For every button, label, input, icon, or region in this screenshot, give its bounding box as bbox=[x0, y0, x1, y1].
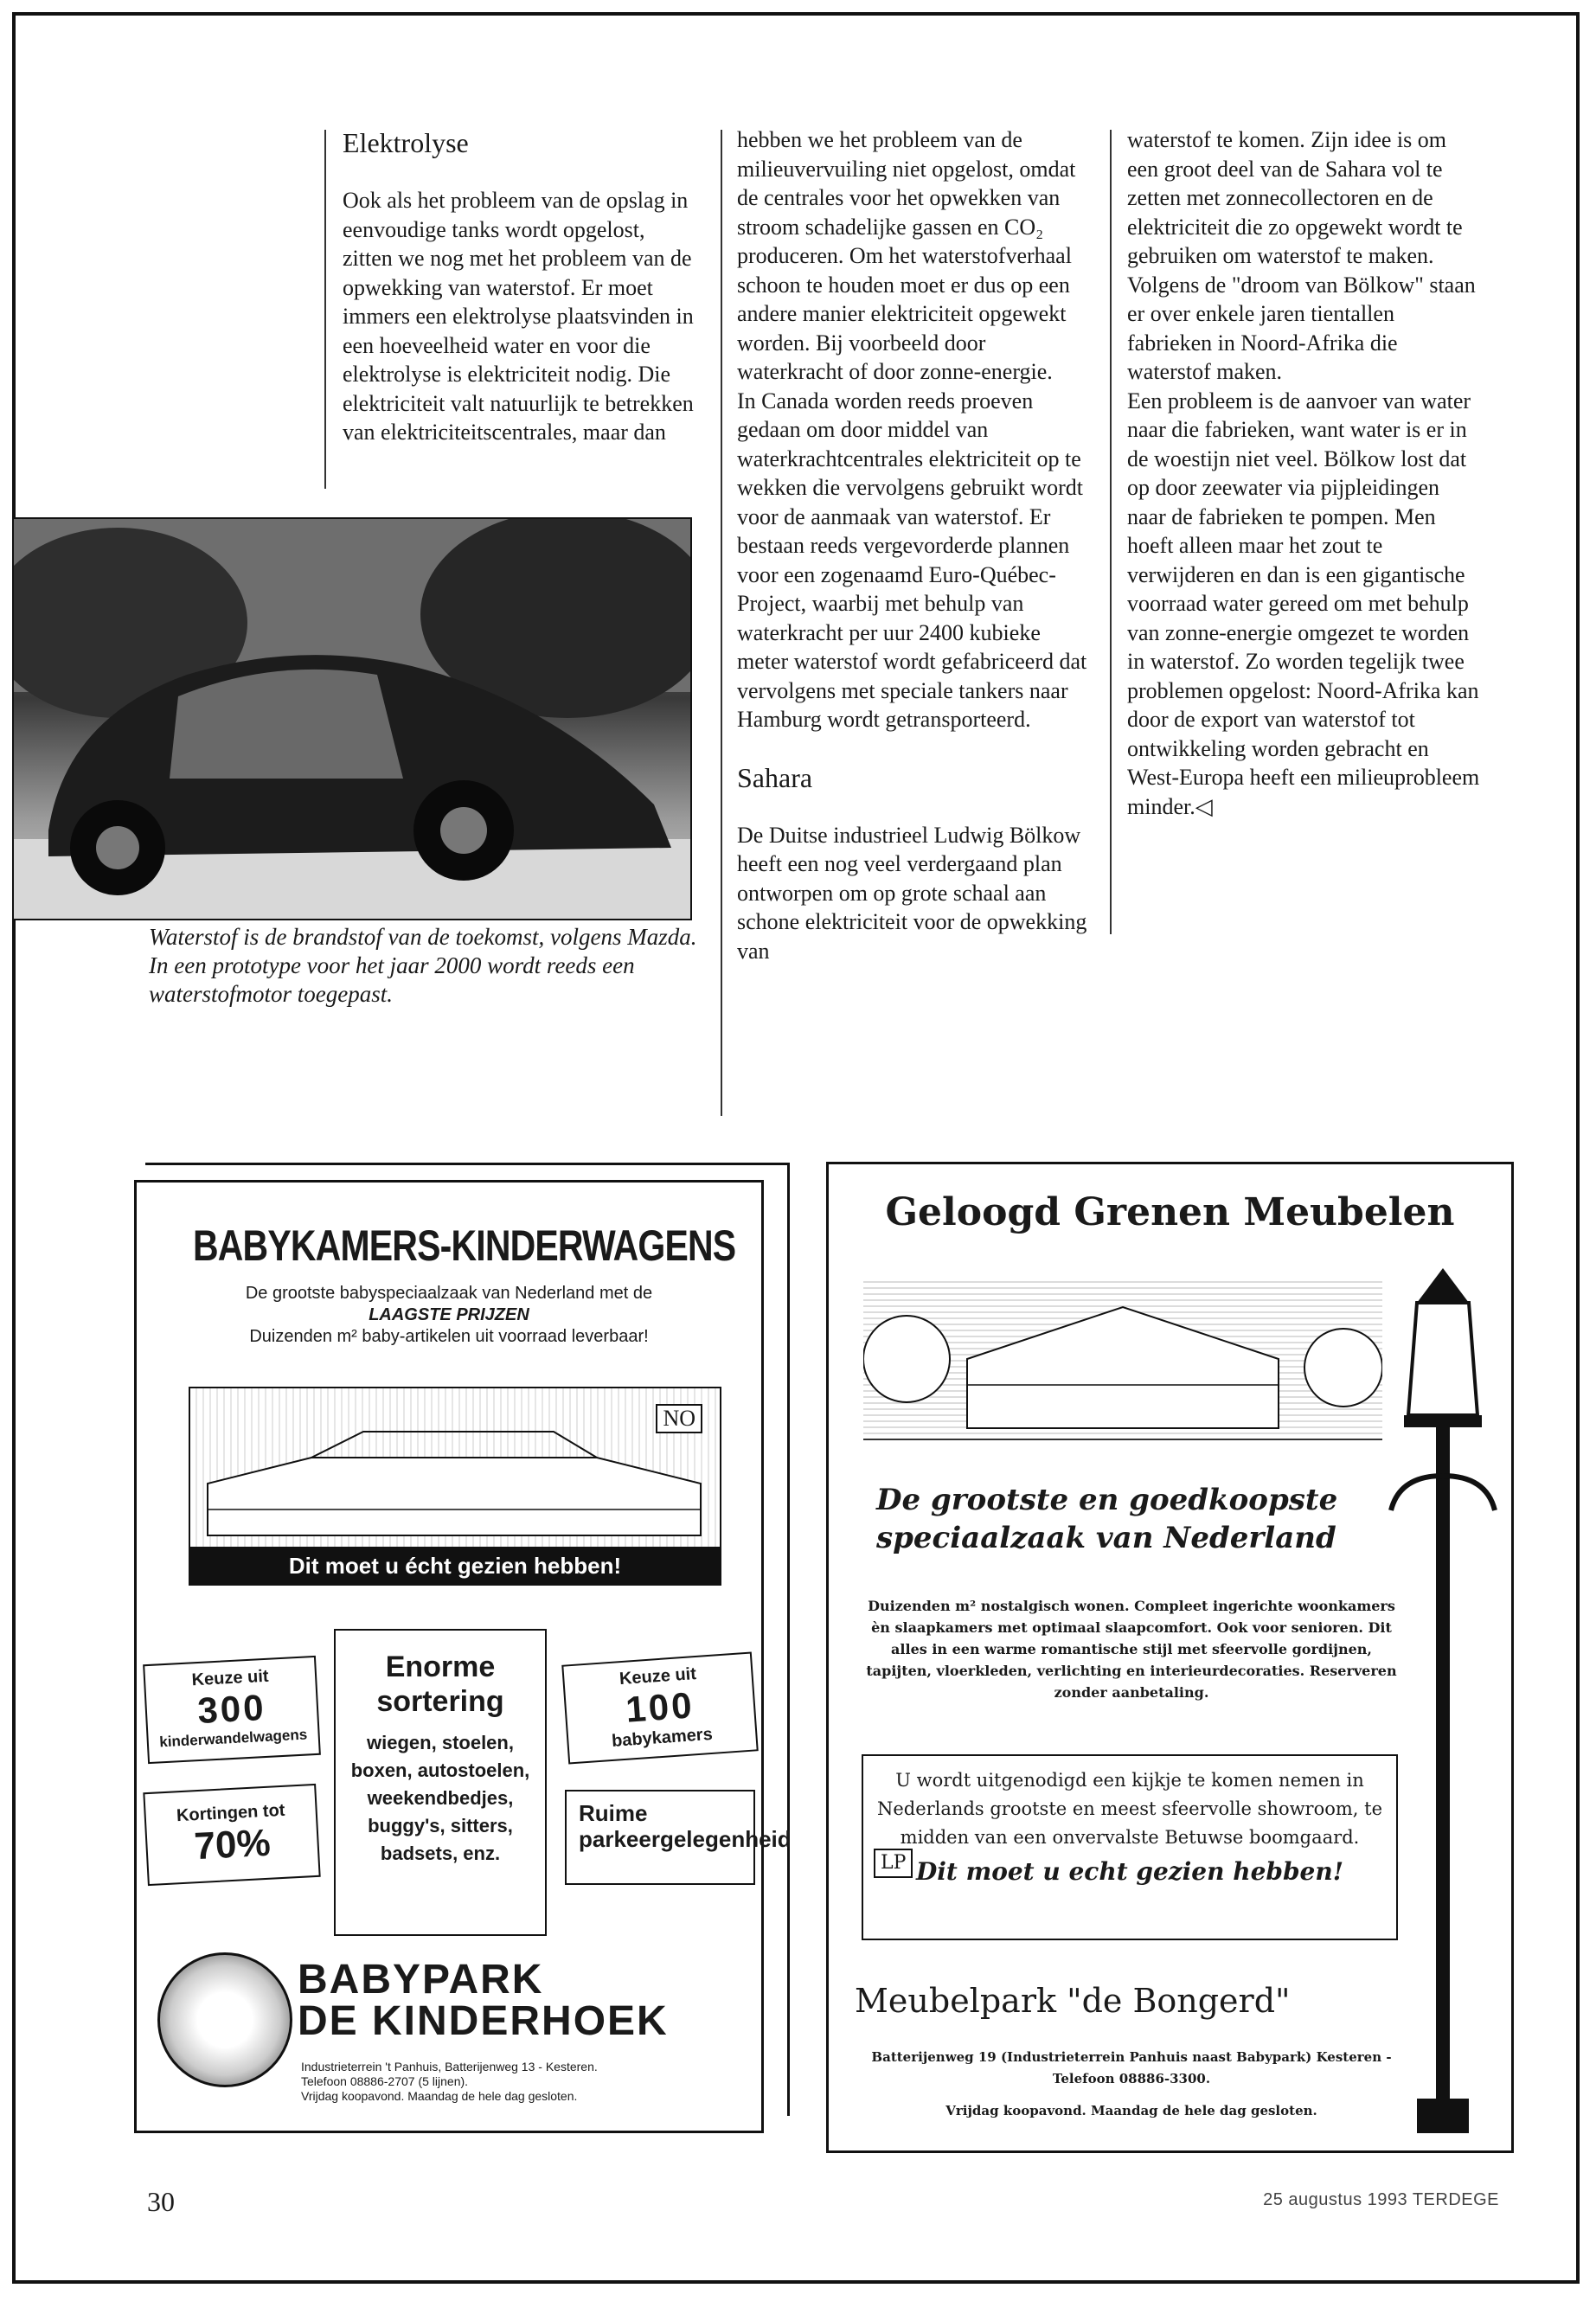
keuze-item: babykamers bbox=[611, 1724, 714, 1751]
col3-paragraph-b: Een probleem is de aanvoer van water naar die fabrieken, want water is er in de woestijn niet veel. Bölkow lost dat op door zeewater via pijpleidingen naar de fabrieken te pompen. Men hoeft alleen maar het zout te verwijderen en dan is een gigantische voorraad water gereed om met behulp van zonne-energie omgezet te worden in waterstof. Zo worden tegelijk twee problemen opgelost: Noord-Afrika kan door de export van waterstof tot ontwikkeling worden gebracht en West-Europa heeft een milieuprobleem minder.◁ bbox=[1127, 388, 1480, 819]
babypark-banner: Dit moet u écht gezien hebben! bbox=[189, 1547, 721, 1586]
subtitle-line: De grootste babyspeciaalzaak van Nederland met de bbox=[245, 1284, 653, 1303]
farmhouse-drawing bbox=[863, 1281, 1382, 1440]
farmhouse-illustration bbox=[863, 1281, 1382, 1439]
babypark-subtitle bbox=[137, 1283, 761, 1348]
invite-cta: Dit moet u echt gezien hebben! bbox=[915, 1857, 1344, 1886]
enorme-title: Enorme sortering bbox=[376, 1650, 504, 1718]
column-2 bbox=[737, 125, 1092, 965]
keuze-number: 300 bbox=[196, 1686, 267, 1732]
store-hours: Vrijdag koopavond. Maandag de hele dag gesloten. bbox=[945, 2103, 1317, 2118]
store-building-illustration bbox=[190, 1388, 720, 1548]
parking-text: Ruime parkeergelegenheid bbox=[579, 1800, 792, 1852]
address-line: Telefoon 08886-2707 (5 lijnen). bbox=[301, 2074, 469, 2088]
brand-line: DE KINDERHOEK bbox=[298, 1998, 669, 2044]
meubel-description: Duizenden m² nostalgisch wonen. Compleet ingerichte woonkamers èn slaapkamers met optimaal slaapcomfort. Ook voor senioren. Dit alles in een warme romantische stijl met sfeervolle gordijnen, tapijten, vloerkleden, verlichting en interieurdecoraties. Reserveren zonder aanbetaling. bbox=[866, 1598, 1397, 1701]
korting-number: 70% bbox=[193, 1821, 272, 1868]
meubel-slogan bbox=[876, 1481, 1337, 1557]
slogan-line: De grootste en goedkoopste bbox=[876, 1483, 1338, 1517]
column-rule bbox=[1110, 130, 1112, 934]
column-rule bbox=[324, 130, 326, 489]
issue-date: 25 augustus 1993 TERDEGE bbox=[1263, 2190, 1499, 2209]
keuze-300-box bbox=[143, 1656, 321, 1764]
babypark-logo-icon bbox=[157, 1952, 292, 2087]
heading-elektrolyse: Elektrolyse bbox=[343, 127, 469, 158]
page-number: 30 bbox=[147, 2186, 175, 2217]
meubel-title: Geloogd Grenen Meubelen bbox=[885, 1190, 1455, 1234]
address-line: Vrijdag koopavond. Maandag de hele dag gesloten. bbox=[301, 2089, 578, 2103]
col2-paragraph-c: De Duitse industrieel Ludwig Bölkow heeft een nog veel verdergaand plan ontworpen om op grote schaal aan schone elektriciteit voor de opwekking van bbox=[737, 822, 1087, 964]
invite-text: U wordt uitgenodigd een kijkje te komen nemen in Nederlands grootste en meest sfeervolle showroom, te midden van een onvervalste Betuwse boomgaard. bbox=[876, 1770, 1383, 1848]
keuze-label: Keuze uit bbox=[619, 1664, 697, 1689]
col2-paragraph-b: In Canada worden reeds proeven gedaan om door middel van waterkrachtcentrales elektriciteit op te wekken die vervolgens gebruikt wordt voor de aanmaak van waterstof. Er bestaan reeds vergevorderde plannen voor een zogenaamd Euro-Québec-Project, waarbij met behulp van waterkracht per uur 2400 kubieke meter waterstof wordt gefabriceerd dat vervolgens met speciale tankers naar Hamburg wordt getransporteerd. bbox=[737, 388, 1087, 732]
keuze-number: 100 bbox=[624, 1684, 696, 1730]
no-badge: NO bbox=[656, 1404, 702, 1433]
korting-label: Kortingen tot bbox=[176, 1800, 285, 1826]
korting-box bbox=[143, 1784, 320, 1886]
enorme-list: wiegen, stoelen, boxen, autostoelen, weekendbedjes, buggy's, sitters, badsets, enz. bbox=[350, 1732, 530, 1864]
lp-badge: LP bbox=[874, 1849, 913, 1878]
store-address: Batterijenweg 19 (Industrieterrein Panhuis naast Babypark) Kesteren - Telefoon 08886-3300. bbox=[871, 2049, 1392, 2086]
keuze-label: Keuze uit bbox=[191, 1666, 270, 1690]
heading-sahara: Sahara bbox=[737, 761, 813, 793]
car-illustration bbox=[14, 519, 690, 919]
column-1 bbox=[343, 125, 697, 447]
ad-box-depth bbox=[145, 1163, 790, 1180]
photo-caption: Waterstof is de brandstof van de toekomst, volgens Mazda. In een prototype voor het jaar 2000 wordt reeds een waterstofmotor toegepast. bbox=[149, 924, 697, 1007]
address-line: Industrieterrein 't Panhuis, Batterijenweg 13 - Kesteren. bbox=[301, 2060, 598, 2073]
babypark-brand bbox=[298, 1959, 669, 2042]
column-rule bbox=[721, 130, 722, 1116]
col3-paragraph-a: waterstof te komen. Zijn idee is om een groot deel van de Sahara vol te zetten met zonnecollectoren en de elektriciteit die zo opgewekt wordt te gebruiken om waterstof te maken. Volgens de "droom van Bölkow" staan er over enkele jaren tientallen fabrieken in Noord-Afrika die waterstof maken. bbox=[1127, 127, 1476, 384]
mazda-prototype-photo bbox=[12, 517, 692, 920]
babypark-advertisement bbox=[134, 1180, 792, 2133]
slogan-line: speciaalzaak van Nederland bbox=[876, 1521, 1336, 1555]
col1-paragraph: Ook als het probleem van de opslag in eenvoudige tanks wordt opgelost, zitten we nog met het probleem van de opwekking van waterstof. Er moet immers een elektrolyse plaatsvinden in een hoeveelheid water en voor die elektrolyse is elektriciteit nodig. Die elektriciteit valt natuurlijk te betrekken van elektriciteitscentrales, maar dan bbox=[343, 188, 694, 445]
babypark-title: BABYKAMERS-KINDERWAGENS bbox=[192, 1221, 736, 1270]
babypark-address bbox=[301, 2060, 598, 2104]
invite-box bbox=[862, 1754, 1398, 1940]
parking-box bbox=[565, 1790, 792, 1885]
ad-box-depth bbox=[764, 1163, 790, 2116]
store-name: Meubelpark "de Bongerd" bbox=[855, 1982, 1291, 2020]
meubelpark-advertisement bbox=[826, 1162, 1514, 2153]
brand-line: BABYPARK bbox=[298, 1957, 544, 2003]
keuze-item: kinderwandelwagens bbox=[158, 1726, 308, 1751]
subtitle-line: Duizenden m² baby-artikelen uit voorraad leverbaar! bbox=[249, 1327, 649, 1346]
enorme-sortering-box bbox=[334, 1629, 547, 1936]
lowest-prices: LAAGSTE PRIJZEN bbox=[369, 1305, 529, 1324]
street-lamp-icon bbox=[1382, 1251, 1503, 2142]
column-3 bbox=[1127, 125, 1482, 821]
col2-paragraph-a: hebben we het probleem van de milieuvervuiling niet opgelost, omdat de centrales voor het opwekken van stroom schadelijke gassen en CO₂ produceren. Om het waterstofverhaal schoon te houden moet er dus op een andere manier elektriciteit opgewekt worden. Bij voorbeeld door waterkracht of door zonne-energie. bbox=[737, 127, 1076, 384]
store-drawing bbox=[189, 1387, 721, 1550]
keuze-100-box bbox=[561, 1651, 758, 1764]
